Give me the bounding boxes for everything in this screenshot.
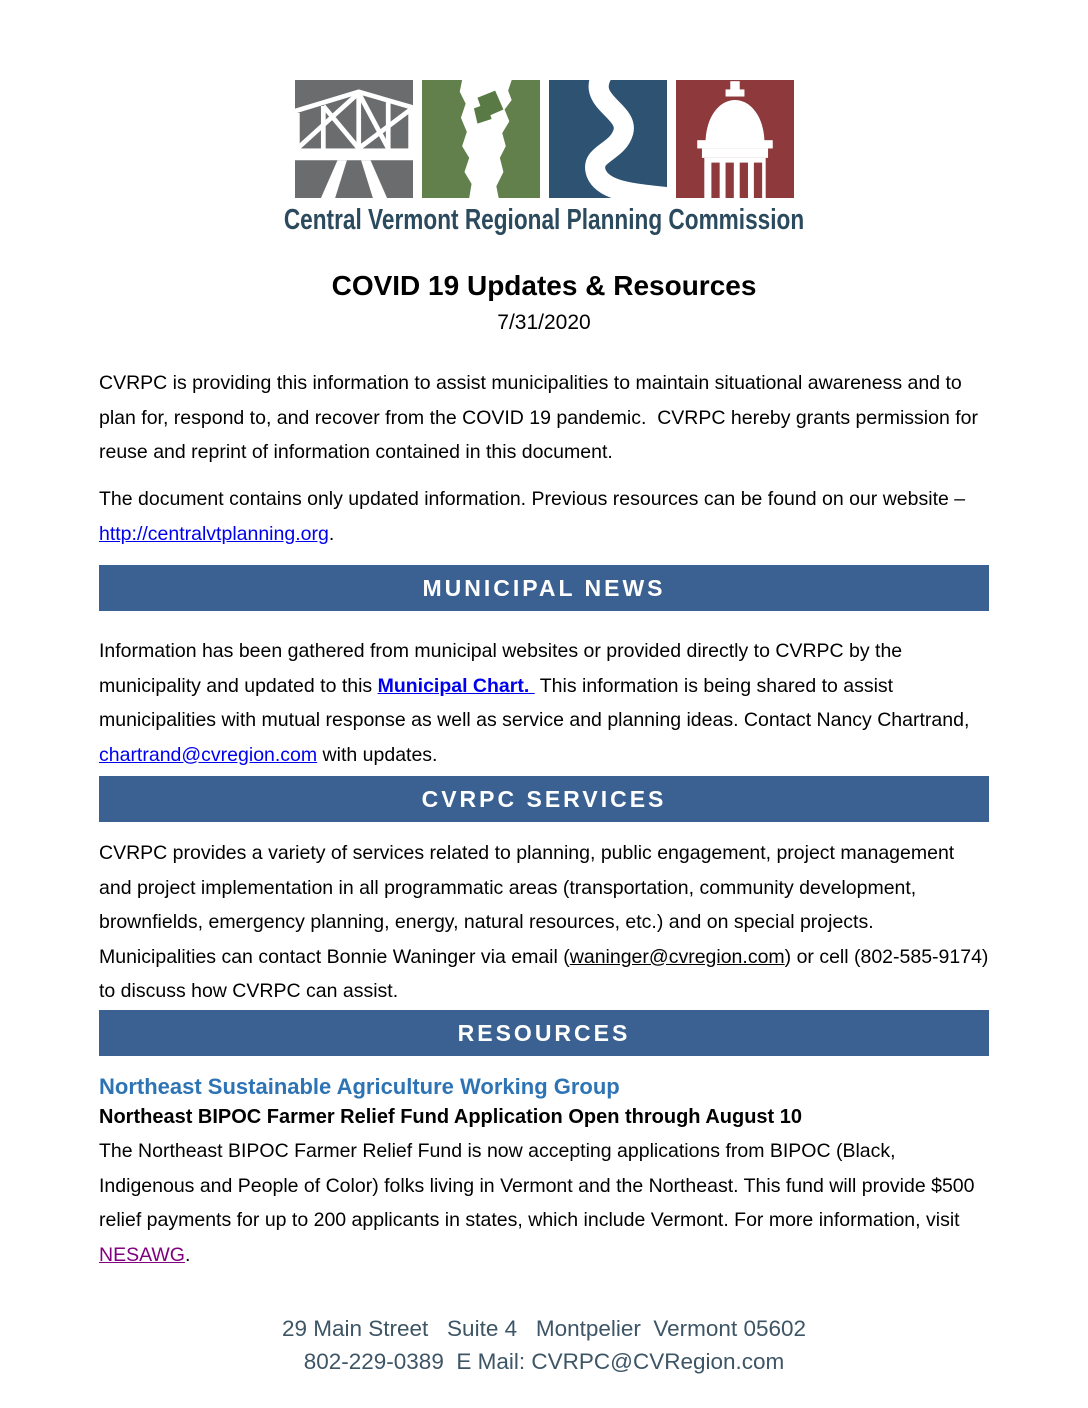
capitol-dome-icon	[676, 78, 794, 200]
res-text-after: .	[184, 1243, 191, 1266]
sv-text-after: ) or cell (802-585-9174) to discuss how CVRPC can assist.	[99, 945, 989, 1002]
nesawg-link[interactable]: NESAWG	[99, 1243, 185, 1266]
cvrpc-services-banner	[99, 776, 989, 822]
resources-banner	[99, 1010, 989, 1056]
municipal-chart-link[interactable]: Municipal Chart.	[377, 674, 535, 697]
page-date: 7/31/2020	[497, 311, 591, 334]
cvrpc-services-banner-label: CVRPC SERVICES	[421, 785, 667, 812]
nesawg-group-heading: Northeast Sustainable Agriculture Working Group	[99, 1074, 620, 1099]
website-text-after: .	[328, 522, 335, 545]
centralvtplanning-link[interactable]: http://centralvtplanning.org	[99, 522, 329, 545]
footer	[0, 1312, 1088, 1378]
cvrpc-services-paragraph	[99, 836, 989, 1009]
cvrpc-logo	[0, 78, 1088, 200]
chartrand-email-link[interactable]: chartrand@cvregion.com	[99, 743, 318, 766]
website-paragraph	[99, 482, 989, 551]
resources-banner-label: RESOURCES	[457, 1019, 631, 1046]
municipal-news-banner	[99, 565, 989, 611]
mn-text-mid: This information is being shared to assist municipalities with mutual response as well as service and planning ideas. Contact Nancy Chartrand,	[99, 674, 970, 731]
page-title: COVID 19 Updates & Resources	[331, 270, 757, 301]
logo-wordmark: Central Vermont Regional Planning Commission	[283, 204, 805, 236]
municipal-news-banner-label: MUNICIPAL NEWS	[422, 574, 666, 601]
intro-text: CVRPC is providing this information to assist municipalities to maintain situational awareness and to plan for, respond to, and recover from the COVID 19 pandemic. CVRPC hereby grants permission for reuse and reprint of information contained in this document.	[99, 372, 978, 463]
mn-text-before: Information has been gathered from municipal websites or provided directly to CVRPC by the municipality and updated to this	[99, 640, 903, 697]
river-icon	[549, 78, 667, 200]
municipal-news-paragraph	[99, 634, 989, 772]
sv-text-before: CVRPC provides a variety of services related to planning, public engagement, project management and project implementation in all programmatic areas (transportation, community development, brownfields, emergency planning, energy, natural resources, etc.) and on special projects. Municipalities can contact Bonnie Waninger via email (	[99, 842, 955, 968]
website-text-before: The document contains only updated information. Previous resources can be found on our website –	[99, 488, 966, 510]
vermont-map-icon	[422, 78, 540, 200]
bridge-icon	[295, 78, 413, 200]
waninger-email-link[interactable]: waninger@cvregion.com	[569, 945, 785, 968]
footer-address-line: 29 Main Street Suite 4 Montpelier Vermont 05602	[281, 1316, 807, 1341]
mn-text-after: with updates.	[317, 743, 438, 766]
bipoc-fund-paragraph	[99, 1134, 989, 1272]
bipoc-fund-heading: Northeast BIPOC Farmer Relief Fund Application Open through August 10	[99, 1106, 803, 1128]
res-text-before: The Northeast BIPOC Farmer Relief Fund is now accepting applications from BIPOC (Black, Indigenous and People of Color) folks living in Vermont and the Northeast. This fund will provide $500 relief payments for up to 200 applicants in states, which include Vermont. For more information, visit	[99, 1140, 975, 1231]
footer-contact-line: 802-229-0389 E Mail: CVRPC@CVRegion.com	[303, 1349, 785, 1374]
intro-paragraph	[99, 366, 989, 470]
